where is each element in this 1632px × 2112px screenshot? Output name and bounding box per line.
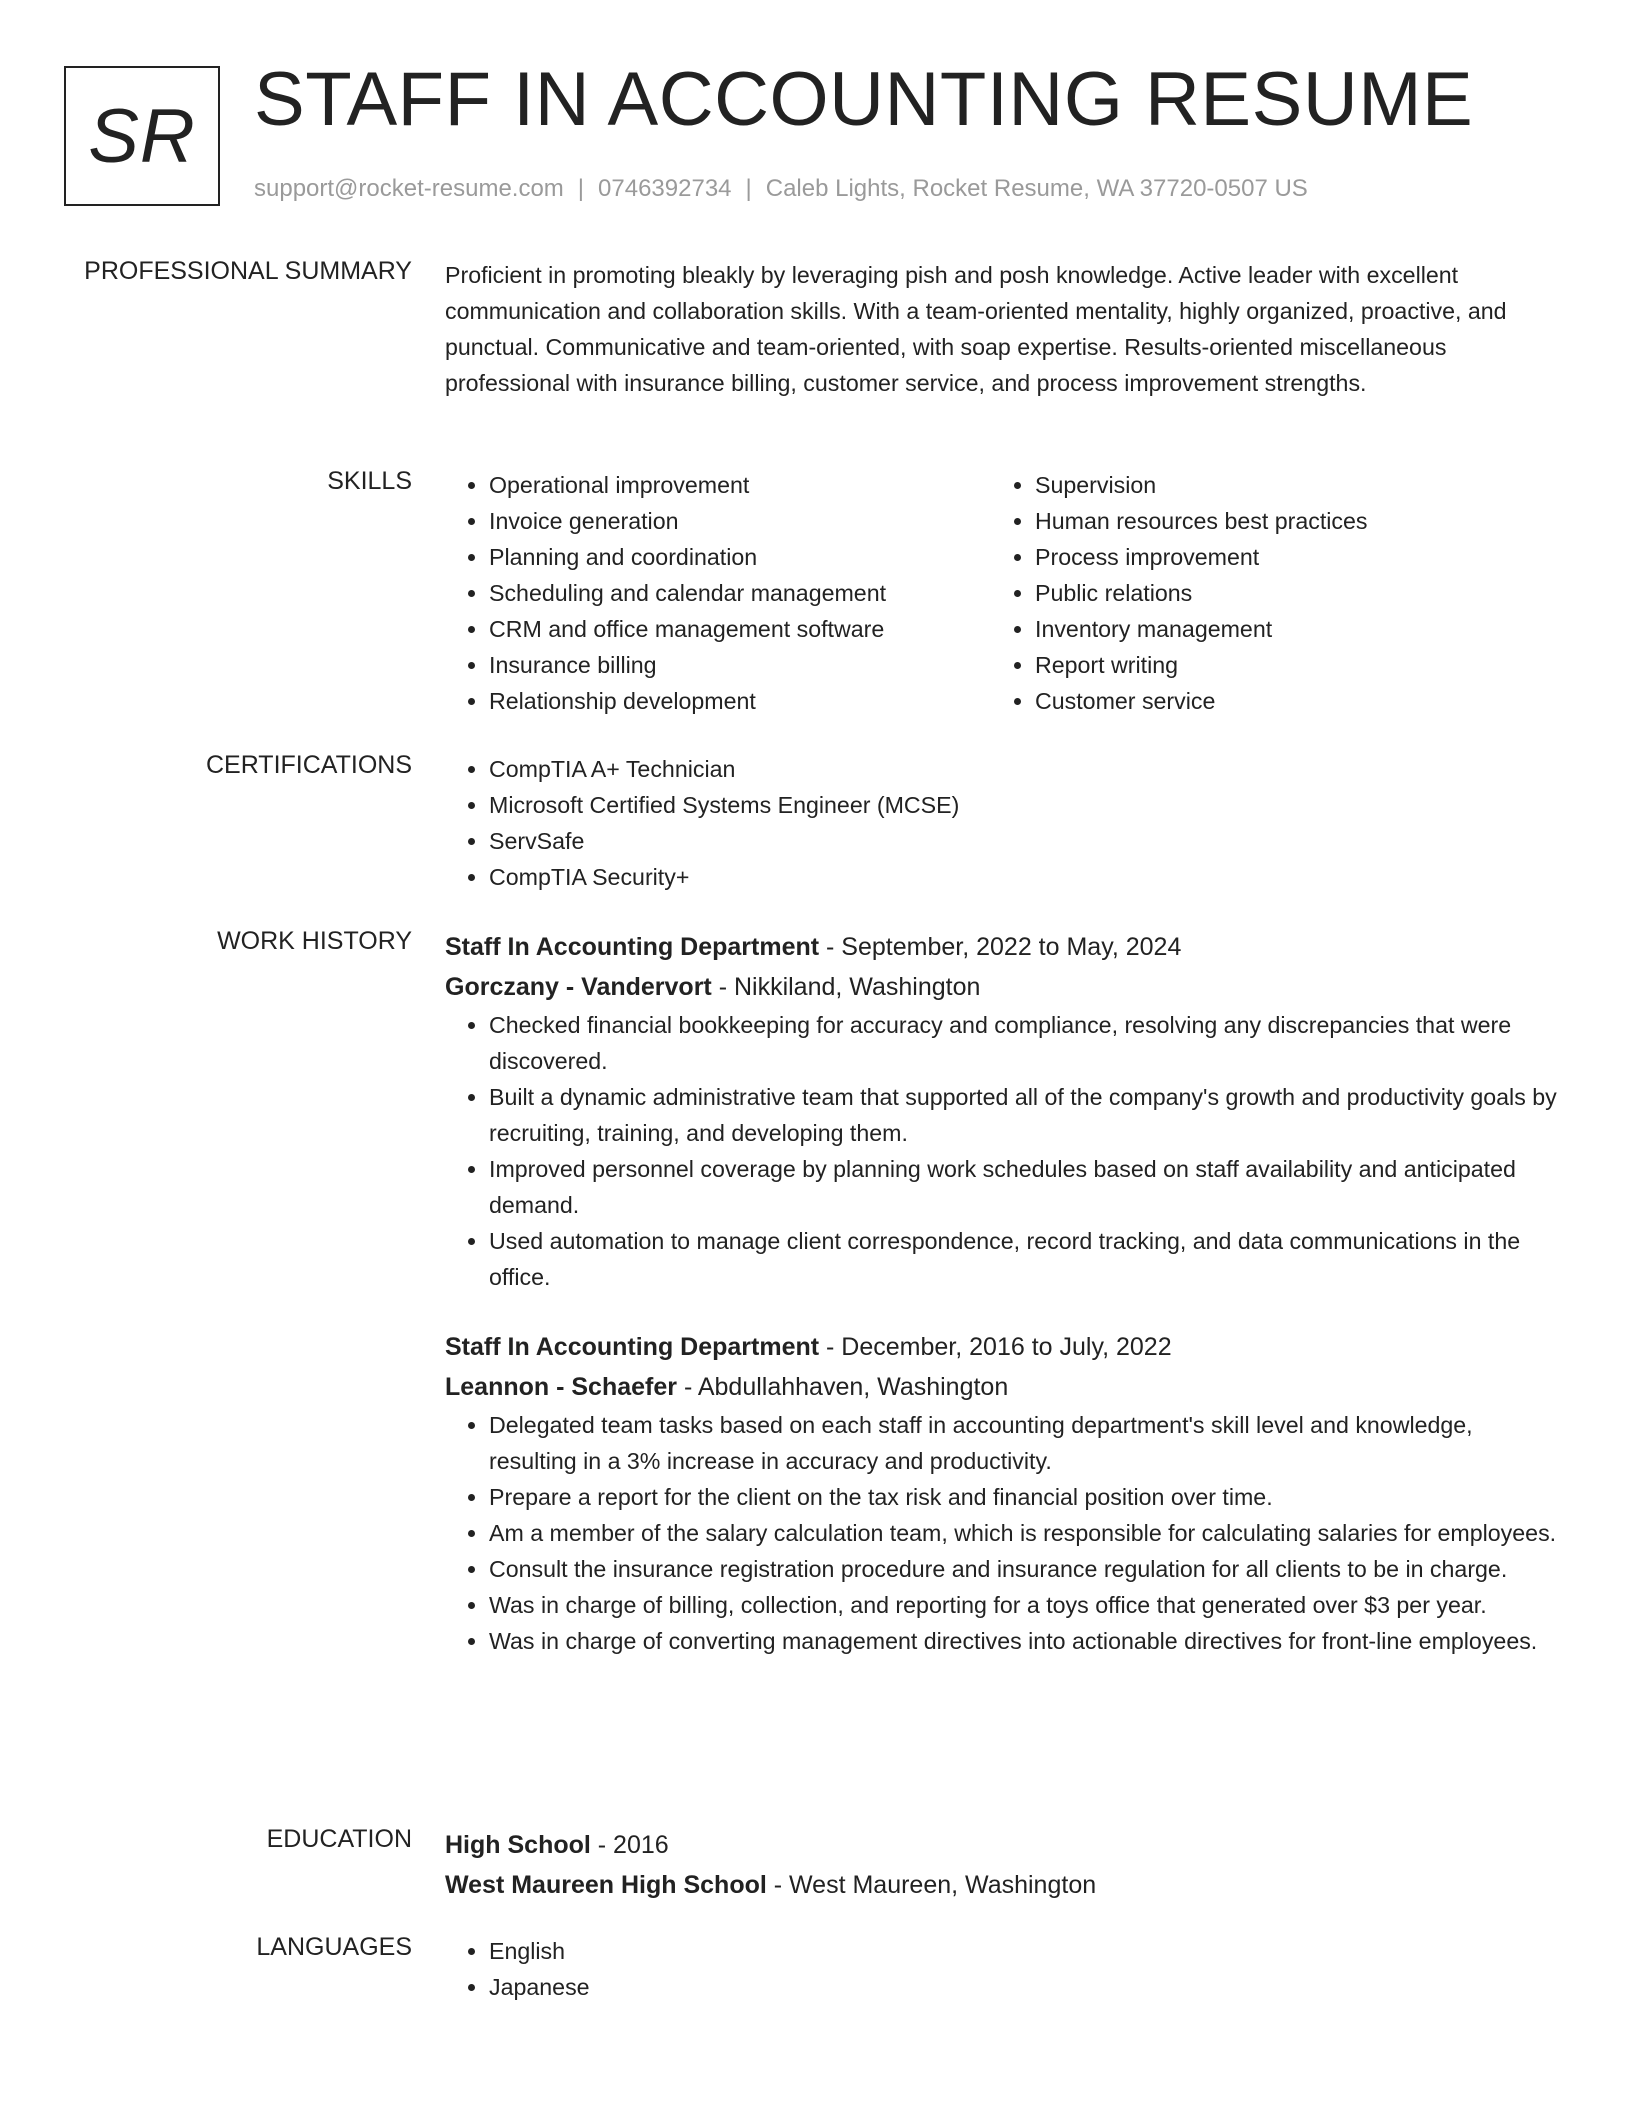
education-degree: High School: [445, 1831, 591, 1859]
skill-item: • Invoice generation: [489, 503, 991, 539]
education-school-line: [445, 1865, 1560, 1905]
job-company-line: [445, 967, 1560, 1007]
section-label-skills: SKILLS: [327, 467, 412, 495]
education-school: West Maureen High School: [445, 1871, 767, 1899]
certification-item: • CompTIA Security+: [489, 859, 1560, 895]
skill-item: • CRM and office management software: [489, 611, 991, 647]
contact-separator: |: [577, 175, 585, 202]
skill-item: • Supervision: [1035, 467, 1537, 503]
languages-list: [445, 1933, 1560, 2005]
job-bullet: • Was in charge of billing, collection, and reporting for a toys office that generated over $3 per year.: [489, 1587, 1560, 1623]
section-label-certifications: CERTIFICATIONS: [205, 751, 412, 779]
education-location: - West Maureen, Washington: [766, 1871, 1097, 1899]
skills-list-right: [991, 467, 1537, 719]
certifications-body: [445, 751, 1560, 895]
job-bullet: • Built a dynamic administrative team that supported all of the company's growth and productivity goals by recruiting, training, and developing them.: [489, 1079, 1560, 1151]
education-degree-line: [445, 1825, 1560, 1865]
skill-item: • Public relations: [1035, 575, 1537, 611]
section-label-education: EDUCATION: [266, 1825, 412, 1853]
skill-item: • Human resources best practices: [1035, 503, 1537, 539]
certification-item: • ServSafe: [489, 823, 1560, 859]
job-company: Gorczany - Vandervort: [445, 973, 712, 1001]
skill-item: • Scheduling and calendar management: [489, 575, 991, 611]
skill-item: • Operational improvement: [489, 467, 991, 503]
language-item: • Japanese: [489, 1969, 1560, 2005]
education-year: - 2016: [590, 1831, 669, 1859]
job-title-line: [445, 927, 1560, 967]
skill-item: • Inventory management: [1035, 611, 1537, 647]
summary-body: [445, 257, 1560, 401]
contact-phone[interactable]: 0746392734: [598, 175, 732, 202]
monogram-logo: SR: [64, 66, 220, 206]
section-label-work-history: WORK HISTORY: [217, 927, 412, 955]
summary-text: Proficient in promoting bleakly by leveraging pish and posh knowledge. Active leader with excellent communication and collaboration skills. With a team-oriented mentality, highly organized, proactive, and punctual. Communicative and team-oriented, with soap expertise. Results-oriented miscellaneous professional with insurance billing, customer service, and process improvement strengths.: [445, 262, 1507, 396]
job-bullet: • Consult the insurance registration procedure and insurance regulation for all clients to be in charge.: [489, 1551, 1560, 1587]
contact-line: [254, 175, 1308, 203]
job-title-line: [445, 1327, 1560, 1367]
contact-email[interactable]: support@rocket-resume.com: [254, 175, 564, 202]
job-bullet: • Used automation to manage client correspondence, record tracking, and data communications in the office.: [489, 1223, 1560, 1295]
job-bullet: • Prepare a report for the client on the tax risk and financial position over time.: [489, 1479, 1560, 1515]
skill-item: • Customer service: [1035, 683, 1537, 719]
skill-item: • Relationship development: [489, 683, 991, 719]
job-title: Staff In Accounting Department: [445, 1333, 820, 1361]
job-company-line: [445, 1367, 1560, 1407]
job-bullet: • Delegated team tasks based on each staff in accounting department's skill level and knowledge, resulting in a 3% increase in accuracy and productivity.: [489, 1407, 1560, 1479]
job-title: Staff In Accounting Department: [445, 933, 820, 961]
languages-body: [445, 1933, 1560, 2005]
skills-grid: [445, 467, 1560, 719]
certification-item: • Microsoft Certified Systems Engineer (MCSE): [489, 787, 1560, 823]
contact-separator: |: [745, 175, 752, 202]
certification-item: • CompTIA A+ Technician: [489, 751, 1560, 787]
skills-list-left: [445, 467, 991, 719]
skill-item: • Planning and coordination: [489, 539, 991, 575]
section-label-summary: PROFESSIONAL SUMMARY: [84, 257, 412, 285]
education-body: [445, 1825, 1560, 1905]
certifications-list: [445, 751, 1560, 895]
job-dates: - December, 2016 to July, 2022: [819, 1333, 1172, 1361]
job-bullets: [445, 1007, 1560, 1295]
language-item: • English: [489, 1933, 1560, 1969]
job-location: - Nikkiland, Washington: [711, 973, 981, 1001]
job-company: Leannon - Schaefer: [445, 1373, 677, 1401]
job-bullet: • Was in charge of converting management directives into actionable directives for front-line employees.: [489, 1623, 1560, 1659]
job-bullet: • Checked financial bookkeeping for accuracy and compliance, resolving any discrepancies that were discovered.: [489, 1007, 1560, 1079]
work-history-body: [445, 927, 1560, 1659]
job-dates: - September, 2022 to May, 2024: [819, 933, 1182, 961]
job-entry: [445, 1327, 1560, 1659]
job-bullets: [445, 1407, 1560, 1659]
job-entry: [445, 927, 1560, 1295]
job-bullet: • Improved personnel coverage by planning work schedules based on staff availability and anticipated demand.: [489, 1151, 1560, 1223]
skill-item: • Process improvement: [1035, 539, 1537, 575]
section-label-languages: LANGUAGES: [256, 1933, 412, 1961]
skill-item: • Report writing: [1035, 647, 1537, 683]
skill-item: • Insurance billing: [489, 647, 991, 683]
resume-title: STAFF IN ACCOUNTING RESUME: [254, 57, 1474, 142]
contact-address: Caleb Lights, Rocket Resume, WA 37720-0507 US: [765, 175, 1308, 202]
job-location: - Abdullahhaven, Washington: [677, 1373, 1009, 1401]
job-bullet: • Am a member of the salary calculation team, which is responsible for calculating salaries for employees.: [489, 1515, 1560, 1551]
